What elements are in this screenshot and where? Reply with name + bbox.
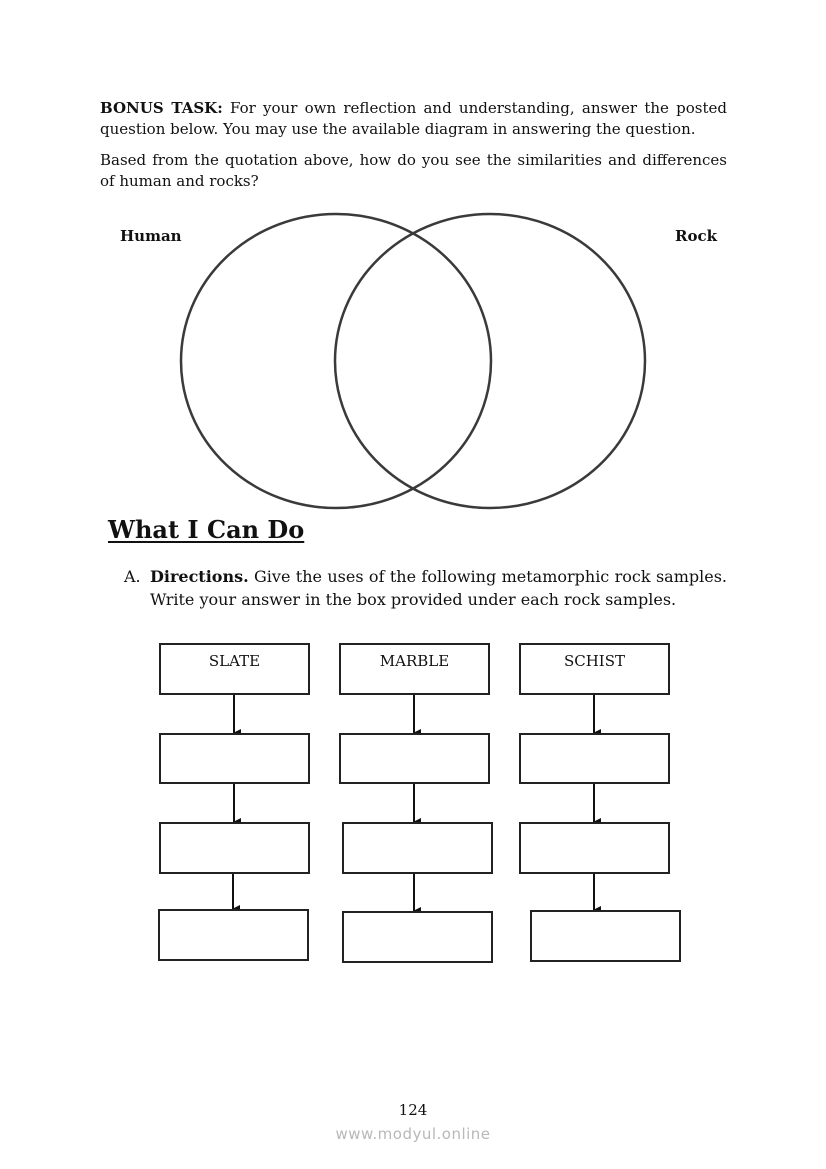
rock-box-marble (339, 643, 490, 695)
rock-label-schist: SCHIST (563, 652, 626, 670)
answer-box-schist-3[interactable] (530, 910, 681, 962)
bonus-task-text: For your own reflection and understanding, answer the posted question below. You may use the available diagram in answering the question. (100, 99, 727, 138)
rock-label-slate: SLATE (208, 652, 261, 670)
venn-label-human: Human (120, 227, 182, 245)
bonus-task-label: BONUS TASK: (100, 99, 223, 117)
section-title: What I Can Do (108, 515, 305, 544)
answer-box-slate-1[interactable] (159, 733, 310, 784)
watermark: www.modyul.online (335, 1125, 491, 1143)
rock-label-marble: MARBLE (379, 652, 450, 670)
rock-box-slate (159, 643, 310, 695)
answer-box-schist-1[interactable] (519, 733, 670, 784)
reflection-question: Based from the quotation above, how do you see the similarities and differences of human and rocks? (100, 151, 727, 190)
answer-box-schist-2[interactable] (519, 822, 670, 874)
directions-text: Give the uses of the following metamorphic rock samples. Write your answer in the box provided under each rock samples. (150, 567, 727, 609)
answer-box-marble-2[interactable] (342, 822, 493, 874)
directions-marker: A. (124, 567, 141, 586)
page-number: 124 (398, 1101, 428, 1119)
answer-box-marble-3[interactable] (342, 911, 493, 963)
answer-box-slate-2[interactable] (159, 822, 310, 874)
answer-box-slate-3[interactable] (158, 909, 309, 961)
venn-label-rock: Rock (675, 227, 717, 245)
directions-label: Directions. (150, 567, 249, 586)
answer-box-marble-1[interactable] (339, 733, 490, 784)
rock-box-schist (519, 643, 670, 695)
